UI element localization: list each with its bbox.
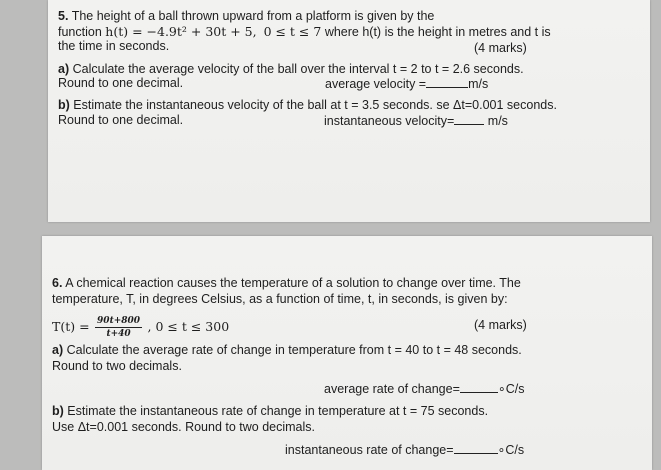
q6-function-fraction <box>95 316 142 339</box>
q5-part-a-round: Round to one decimal. <box>58 76 184 90</box>
q6-part-a-round: Round to two decimals. <box>52 359 182 373</box>
q5-part-b-text: Estimate the instantaneous velocity of the ball at t = 3.5 seconds. se Δt=0.001 seconds. <box>73 98 557 112</box>
q6-part-a-answer-blank[interactable] <box>460 381 498 393</box>
q6-part-a-line <box>52 343 522 358</box>
q5-intro-line-1 <box>58 9 434 24</box>
q5-part-b-answer-label: instantaneous velocity= <box>324 114 455 128</box>
q6-part-b-unit: ∘C/s <box>497 443 525 457</box>
q5-function: h(t) = −4.9t² + 30t + 5, <box>105 24 257 39</box>
q5-intro-line-2 <box>58 24 551 40</box>
q5-intro-2b: where h(t) is the height in metres and t is <box>324 25 551 39</box>
q5-part-b-line <box>58 98 557 113</box>
q6-marks: (4 marks) <box>474 318 527 332</box>
q6-part-b-round: Use Δt=0.001 seconds. Round to two decimals. <box>52 420 316 434</box>
q6-part-a-answer-label: average rate of change= <box>324 382 460 396</box>
q6-function-domain: , 0 ≤ t ≤ 300 <box>147 319 230 334</box>
q6-intro-1: A chemical reaction causes the temperature of a solution to change over time. The <box>65 276 521 290</box>
q5-part-a-answer-label: average velocity = <box>325 77 427 91</box>
q6-part-a-unit: ∘C/s <box>497 382 525 396</box>
q5-part-b-answer-blank[interactable] <box>454 113 484 125</box>
q6-part-a-text: Calculate the average rate of change in temperature from t = 40 to t = 48 seconds. <box>66 343 522 357</box>
q6-part-b-line <box>52 404 488 419</box>
q6-function-numerator: 90t+800 <box>97 316 141 327</box>
q6-part-a-answer <box>324 381 524 397</box>
q6-function-line <box>52 316 229 339</box>
q6-number: 6. <box>52 276 63 290</box>
question-5-card <box>48 0 650 222</box>
q5-part-a-text: Calculate the average velocity of the ball over the interval t = 2 to t = 2.6 seconds. <box>72 62 524 76</box>
q5-intro-1: The height of a ball thrown upward from a platform is given by the <box>71 9 435 23</box>
q6-part-b-label: b) <box>52 404 64 418</box>
q5-part-a-answer <box>325 76 488 92</box>
q5-domain: 0 ≤ t ≤ 7 <box>263 24 322 39</box>
q6-part-b-answer-label: instantaneous rate of change= <box>285 443 454 457</box>
q6-function-lhs: T(t) = <box>52 319 90 334</box>
q5-part-a-line <box>58 62 524 77</box>
q6-part-a-label: a) <box>52 343 64 357</box>
q6-function-denominator: t+40 <box>106 329 131 340</box>
q6-part-b-answer-blank[interactable] <box>454 442 498 454</box>
question-6-card <box>42 236 652 470</box>
q5-part-b-answer <box>324 113 508 129</box>
q5-part-b-round: Round to one decimal. <box>58 113 184 127</box>
q6-part-b-answer <box>285 442 524 458</box>
q6-intro-2: temperature, T, in degrees Celsius, as a function of time, t, in seconds, is given by: <box>52 292 508 306</box>
q5-intro-2a: function <box>58 25 102 39</box>
q6-part-b-text: Estimate the instantaneous rate of change in temperature at t = 75 seconds. <box>67 404 489 418</box>
q5-intro-3: the time in seconds. <box>58 39 170 53</box>
q5-part-a-unit: m/s <box>468 77 489 91</box>
q5-number: 5. <box>58 9 69 23</box>
q6-intro-line-1 <box>52 276 521 291</box>
q5-part-a-answer-blank[interactable] <box>426 76 468 88</box>
q5-marks: (4 marks) <box>474 41 527 55</box>
q5-part-b-label: b) <box>58 98 70 112</box>
q5-part-b-unit: m/s <box>487 114 508 128</box>
q5-part-a-label: a) <box>58 62 70 76</box>
